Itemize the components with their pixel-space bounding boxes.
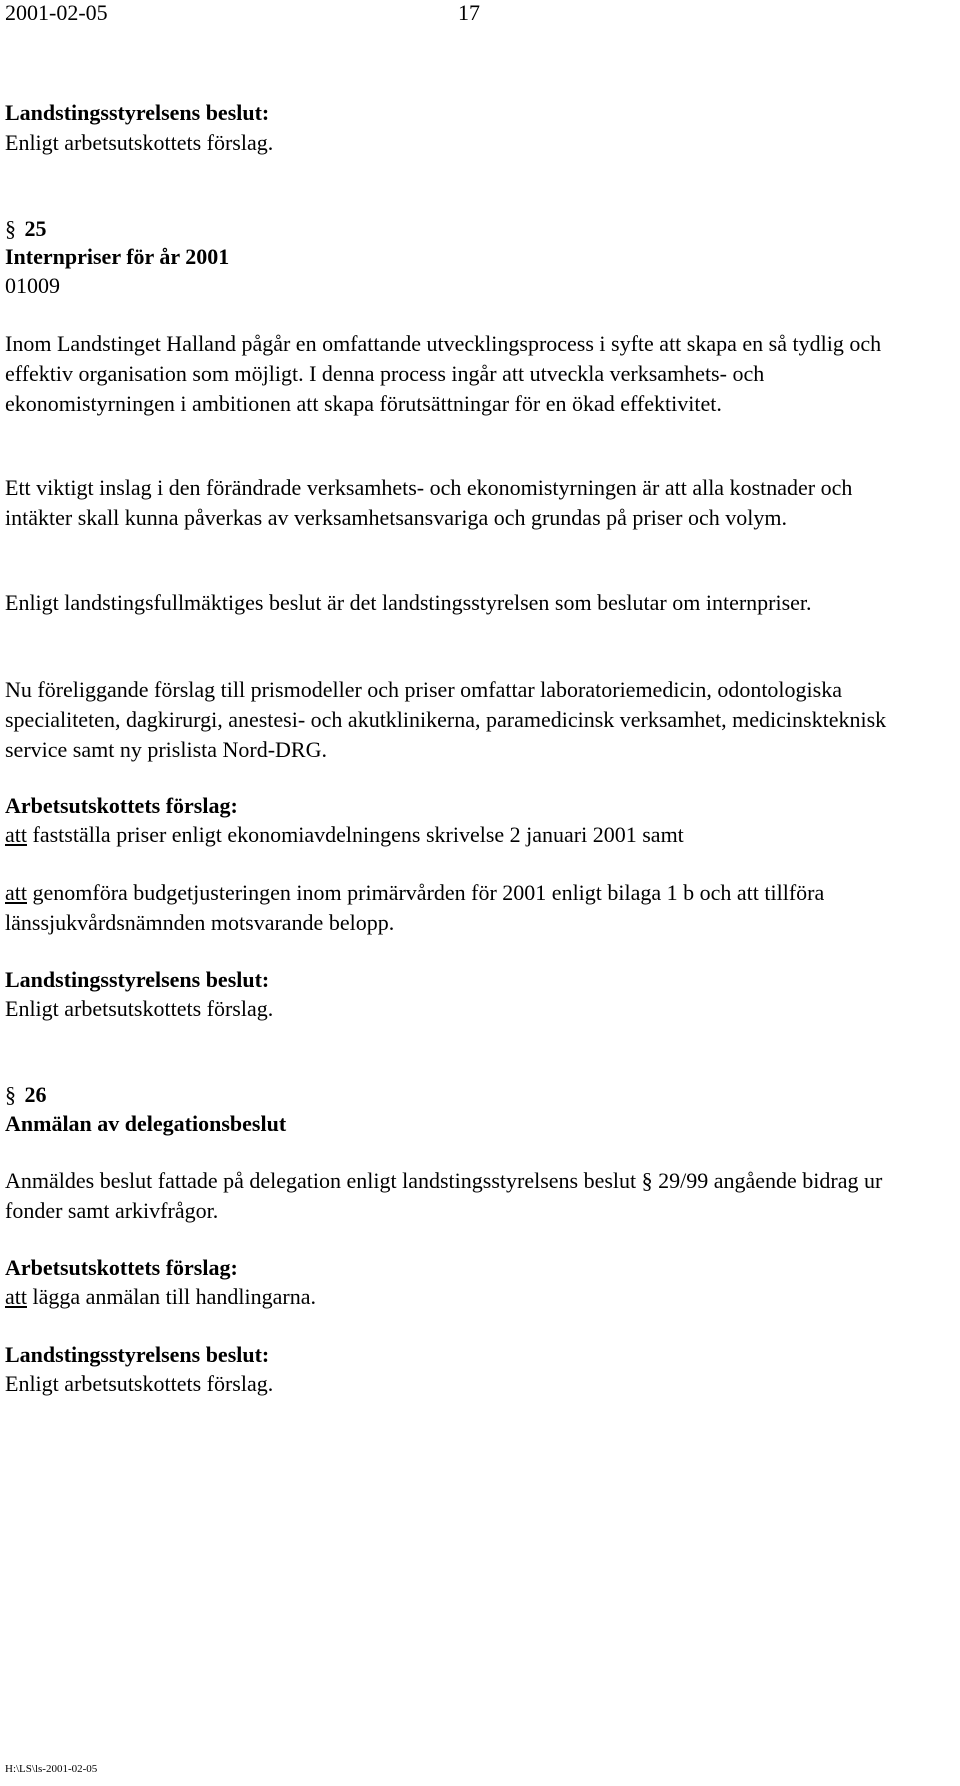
prev-decision-heading: Landstingsstyrelsens beslut: (5, 100, 270, 125)
body-text-part2: 29/99 angående bidrag ur fonder samt arkivfrågor. (5, 1168, 883, 1223)
att-keyword: att (5, 822, 27, 847)
proposal-text: fastställa priser enligt ekonomiavdelningens skrivelse 2 januari 2001 samt (27, 822, 684, 847)
footer-file-path: H:\LS\ls-2001-02-05 (5, 1763, 98, 1775)
section-25-case-number: 01009 (5, 273, 60, 298)
page-number: 17 (458, 0, 480, 25)
section-number: 26 (24, 1082, 47, 1107)
section-26-proposal (5, 1282, 910, 1312)
section-25-proposal-heading: Arbetsutskottets förslag: (5, 793, 238, 818)
section-25-decision-heading: Landstingsstyrelsens beslut: (5, 967, 270, 992)
prev-decision-text: Enligt arbetsutskottets förslag. (5, 130, 274, 155)
section-26-proposal-heading: Arbetsutskottets förslag: (5, 1255, 238, 1280)
section-26-number (5, 1080, 910, 1110)
section-26-body (5, 1166, 910, 1226)
section-25-paragraph-2: Ett viktigt inslag i den förändrade verksamhets- och ekonomistyrningen är att alla kostnader och intäkter skall kunna påverkas av verksamhetsansvariga och grundas på priser och volym. (5, 475, 853, 530)
section-25-paragraph-4: Nu föreliggande förslag till prismodeller och priser omfattar laboratoriemedicin, odontologiska specialiteten, dagkirurgi, anestesi- och akutklinikerna, paramedicinsk verksamhet, medicinskteknisk service samt ny prislista Nord-DRG. (5, 677, 887, 762)
body-text-part1: Anmäldes beslut fattade på delegation enligt landstingsstyrelsens beslut (5, 1168, 642, 1193)
paragraph-symbol: § (5, 1082, 16, 1107)
section-25-proposal-2 (5, 878, 910, 938)
proposal-text: genomföra budgetjusteringen inom primärvården för 2001 enligt bilaga 1 b och att tillföra länssjukvårdsnämnden motsvarande belopp. (5, 880, 825, 935)
section-25-number (5, 214, 910, 244)
proposal-text: lägga anmälan till handlingarna. (27, 1284, 316, 1309)
att-keyword: att (5, 880, 27, 905)
section-26-title: Anmälan av delegationsbeslut (5, 1111, 287, 1136)
section-26-decision-text: Enligt arbetsutskottets förslag. (5, 1371, 274, 1396)
section-25-title: Internpriser för år 2001 (5, 244, 230, 269)
section-25-paragraph-3: Enligt landstingsfullmäktiges beslut är det landstingsstyrelsen som beslutar om internpriser. (5, 590, 812, 615)
section-25-proposal-1 (5, 820, 910, 850)
section-number: 25 (24, 216, 47, 241)
section-26-decision-heading: Landstingsstyrelsens beslut: (5, 1342, 270, 1367)
paragraph-symbol: § (5, 216, 16, 241)
header-date: 2001-02-05 (5, 0, 108, 25)
paragraph-symbol: § (641, 1168, 653, 1193)
att-keyword: att (5, 1284, 27, 1309)
section-25-decision-text: Enligt arbetsutskottets förslag. (5, 996, 274, 1021)
section-25-paragraph-1: Inom Landstinget Halland pågår en omfattande utvecklingsprocess i syfte att skapa en så tydlig och effektiv organisation som möjligt. I denna process ingår att utveckla verksamhets- och ekonomistyrningen i ambitionen att skapa förutsättningar för en ökad effektivitet. (5, 331, 882, 416)
